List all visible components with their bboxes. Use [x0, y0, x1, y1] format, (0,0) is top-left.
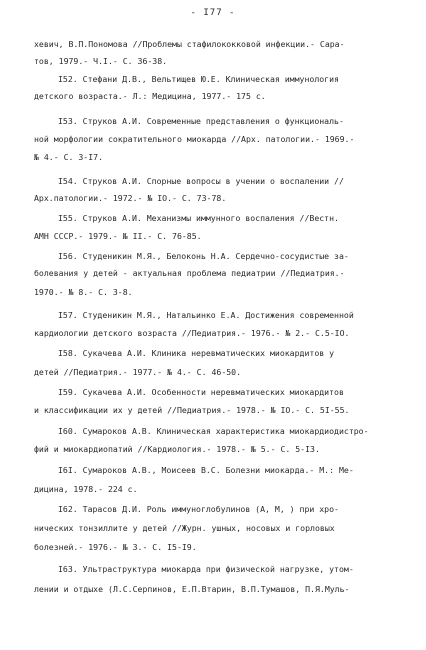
reference-entry-163: I63. Ультраструктура миокарда при физической нагрузке, утом-: [58, 564, 354, 574]
reference-entry-162: I62. Тарасов Д.И. Роль иммуноглобулинов (А, М, ) при хро-: [58, 504, 339, 514]
text-line: 1970.- № 8.- С. 3-8.: [34, 287, 133, 297]
text-line: фий и миокардиопатий //Кардиология.- 1978.- № 5.- С. 5-I3.: [34, 444, 320, 454]
reference-entry-159: I59. Сукачева А.И. Особенности неревматических миокардитов: [58, 387, 344, 397]
reference-entry-154: I54. Струков А.И. Спорные вопросы в учении о воспалении //: [58, 176, 344, 186]
text-line: кардиологии детского возраста //Педиатрия.- 1976.- № 2.- С.5-IO.: [34, 328, 350, 338]
reference-entry-153: I53. Струков А.И. Современные представления о функциональ-: [58, 116, 344, 126]
reference-entry-158: I58. Сукачева А.И. Клиника неревматических миокардитов у: [58, 348, 335, 358]
text-line: ной морфологии сократительного миокарда //Арх. патологии.- 1969.-: [34, 134, 355, 144]
text-line: нических тонзиллите у детей //Журн. ушных, носовых и горловых: [34, 523, 335, 533]
reference-entry-161: I6I. Сумароков А.В., Моисеев В.С. Болезни миокарда.- М.: Ме-: [58, 465, 354, 475]
text-line: АМН СССР.- 1979.- № II.- С. 76-85.: [34, 231, 202, 241]
text-line: хевич, В.П.Пономова //Проблемы стафилококковой инфекции.- Сара-: [34, 39, 345, 49]
text-line: дицина, 1978.- 224 с.: [34, 484, 138, 494]
text-line: и классификации их у детей //Педиатрия.- 1978.- № IO.- С. 5I-55.: [34, 405, 350, 415]
text-line: лении и отдыхе (Л.С.Серпинов, Е.П.Втарин, В.П.Тумашов, П.Я.Муль-: [34, 584, 350, 594]
text-line: болезней.- 1976.- № 3.- С. I5-I9.: [34, 542, 197, 552]
text-line: болевания у детей - актуальная проблема педиатрии //Педиатрия.-: [34, 268, 345, 278]
text-line: детей //Педиатрия.- 1977.- № 4.- С. 46-50.: [34, 367, 242, 377]
page-number: - I77 -: [190, 8, 236, 18]
reference-entry-152: I52. Стефани Д.В., Вельтищев Ю.Е. Клиническая иммунология: [58, 74, 339, 84]
reference-entry-157: I57. Студеникин М.Я., Натальинко Е.А. Достижения современной: [58, 310, 354, 320]
reference-entry-160: I60. Сумароков А.В. Клиническая характеристика миокардиодистро-: [58, 426, 369, 436]
text-line: № 4.- С. 3-I7.: [34, 152, 104, 162]
reference-entry-156: I56. Студеникин М.Я., Белоконь Н.А. Сердечно-сосудистые за-: [58, 251, 349, 261]
text-line: тов, 1979.- Ч.I.- С. 36-38.: [34, 56, 168, 66]
text-line: Арх.патологии.- 1972.- № IO.- С. 73-78.: [34, 193, 227, 203]
text-line: детского возраста.- Л.: Медицина, 1977.- 175 с.: [34, 91, 266, 101]
reference-entry-155: I55. Струков А.И. Механизмы иммунного воспаления //Вестн.: [58, 213, 339, 223]
